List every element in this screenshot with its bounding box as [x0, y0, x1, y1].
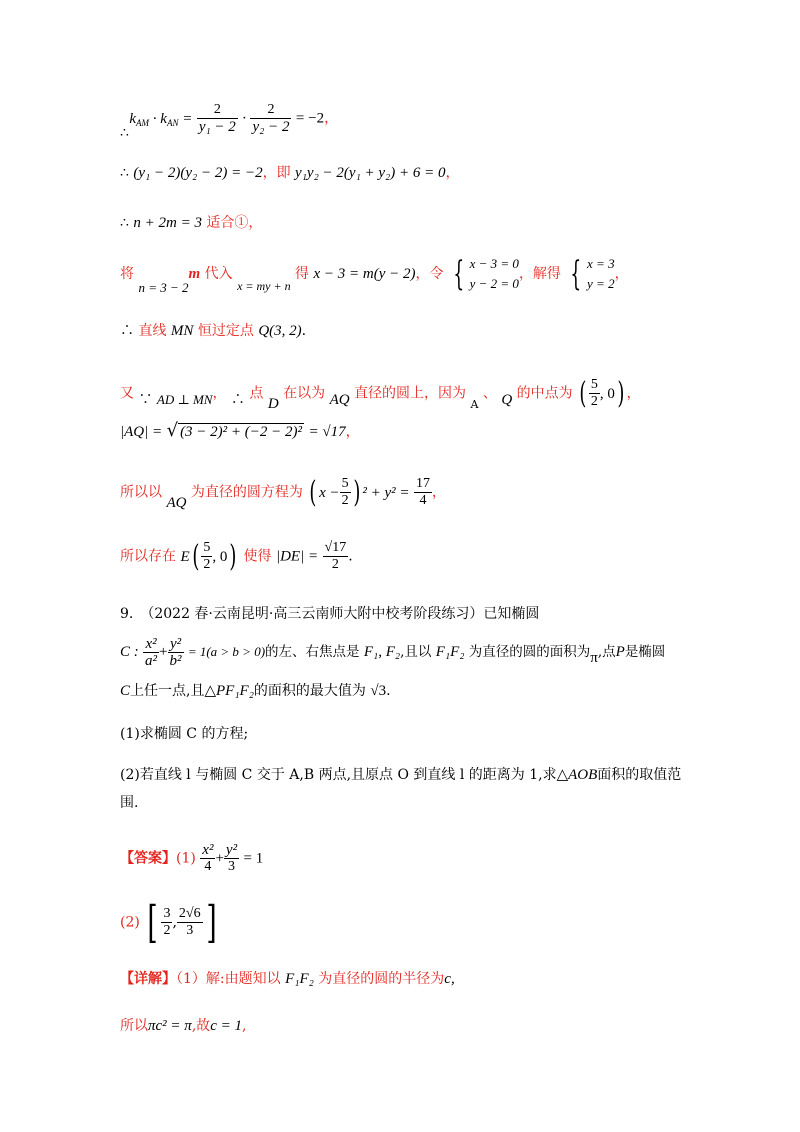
substitution-line: 将 n = 3 − 2m 代入 x = my + n 得 x − 3 = m(y − 2)，令 { x − 3 = 0 y − 2 = 0 ，解得 { x = 3 y = 2 ，: [120, 254, 629, 295]
conclusion-line: 所以存在 E( $\frac{5}{2}$ , 0) 使得 |DE| = $\frac{√17}{2}$ .: [120, 538, 353, 574]
fixed-point-line: ∴ 直线 MN 恒过定点 Q(3, 2).: [120, 323, 307, 339]
question-9-part2: (2)若直线 l 与椭圆 C 交于 A,B 两点,且原点 O 到直线 l 的距离为 1,求△AOB面积的取值范: [120, 767, 682, 783]
system-solution: { x = 3 y = 2: [570, 254, 615, 294]
question-9-part2-cont: 围.: [120, 795, 139, 811]
fraction: $\frac{2}{\text{y₁ − 2}}$: [198, 102, 236, 135]
circle-line: 又 ∵ AD ⊥ MN， ∴ 点 D 在以为 AQ 直径的圆上，因为 $_A$ 、 Q 的中点为 ( $\frac{5}{2}$ , 0) ，: [120, 375, 641, 412]
question-9-ellipse: C : $\frac{\text{x²}}{\text{a²}}$ + $\frac{\text{y²}}{\text{b²}}$ = 1(a > b > 0)的左、右焦点是 F₁, F₂,且以 F₁F₂ 为直径的圆的面积为π,点P是椭圆: [120, 636, 666, 669]
sqrt: √ (3 − 2)² + (−2 − 2)²: [166, 420, 303, 441]
question-9-part1: (1)求椭圆 C 的方程;: [120, 726, 249, 742]
eq-slope-product: ∴ $k_{AM} \cdot k_{AN}$ = $\frac{2}{\text{y₁ − 2}}$ · $\frac{2}{\text{y₂ − 2}}$ = −2，: [120, 102, 339, 141]
system-equations: { x − 3 = 0 y − 2 = 0: [453, 254, 519, 294]
question-9-line2: C上任一点,且△PF₁F₂的面积的最大值为 √3.: [120, 683, 391, 699]
eq-product: ∴ (y₁ − 2)(y₂ − 2) = −2，即 y₁y₂ − 2(y₁ + y₂) + 6 = 0，: [120, 165, 460, 181]
answer-line-2: (2) [ $\frac{3}{2}$ , $\frac{2√6}{3}$ ]: [120, 896, 217, 948]
answer-line-1: 【答案】(1) $\frac{\text{x²}}{4}$ + $\frac{\text{y²}}{3}$ = 1: [120, 842, 264, 874]
detail-line-1: 【详解】（1）解:由题知以 F₁F₂ 为直径的圆的半径为c,: [120, 971, 455, 987]
distance-aq: |AQ| = √ (3 − 2)² + (−2 − 2)² = √17，: [120, 420, 360, 441]
eq-n-m: ∴ n + 2m = 3 适合①，: [120, 215, 263, 231]
detail-line-2: 所以πc² = π,故c = 1,: [120, 1018, 247, 1034]
circle-equation: 所以以 AQ 为直径的圆方程为 ( x − $\frac{5}{2}$ ) ² + y² = $\frac{17}{4}$ ，: [120, 474, 446, 511]
fraction: $\frac{2}{\text{y₂ − 2}}$: [252, 102, 290, 135]
question-9-header: 9. （2022 春·云南昆明·高三云南师大附中校考阶段练习）已知椭圆: [120, 606, 540, 622]
